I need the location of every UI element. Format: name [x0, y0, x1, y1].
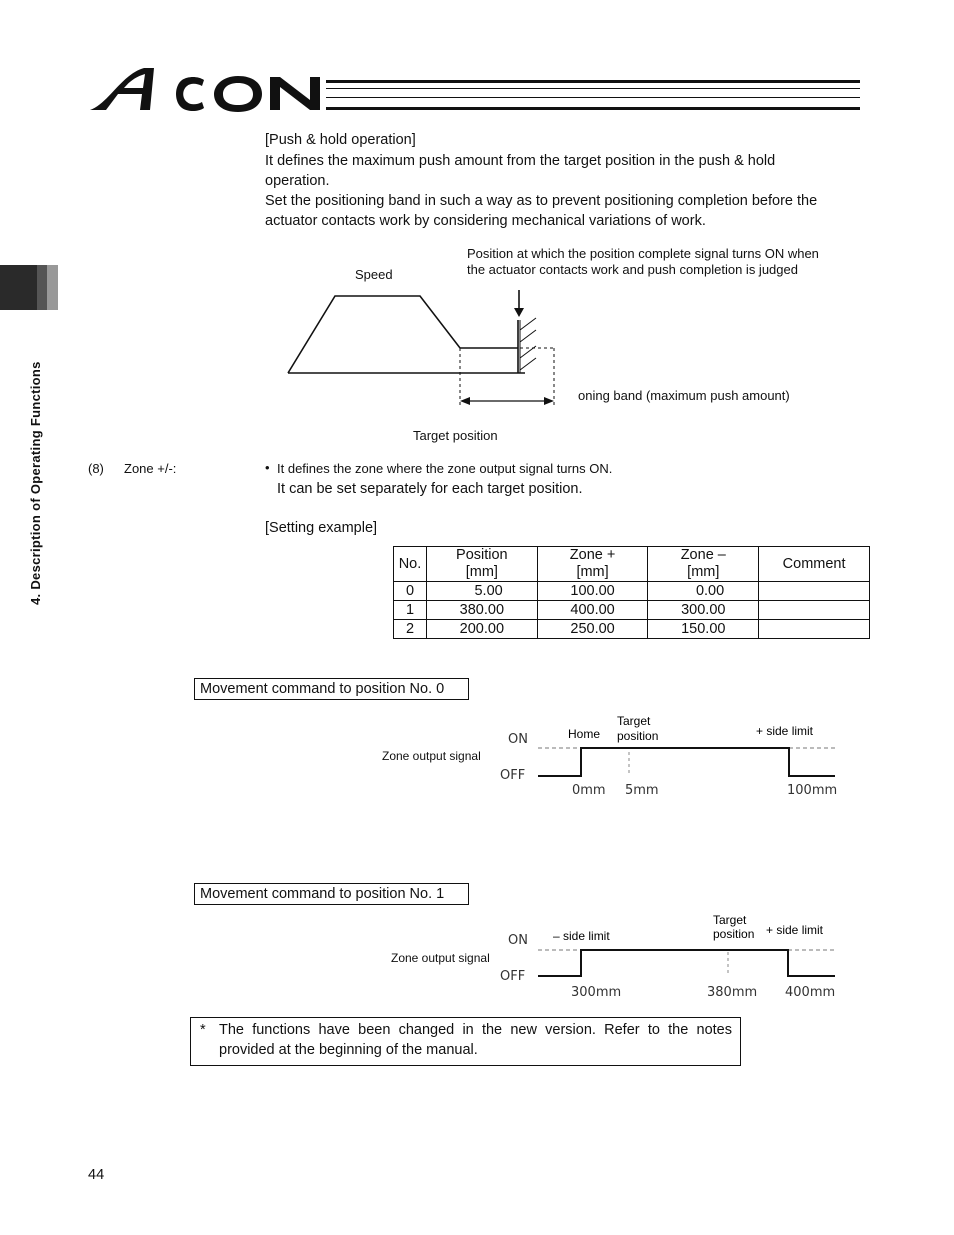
version-note-line1: The functions have been changed in the new version. Refer to the notes	[219, 1022, 732, 1038]
diagram-speed-label: Speed	[355, 267, 393, 282]
table-header-row	[394, 547, 870, 582]
diagram-band-label: oning band (maximum push amount)	[578, 388, 790, 403]
example0-target-label-1: Target	[617, 714, 651, 728]
example1-on-label: ON	[508, 933, 528, 948]
example1-title: Movement command to position No. 1	[194, 883, 469, 905]
side-tab-mid	[37, 265, 47, 310]
cell-zone-plus: 100.00	[537, 582, 648, 601]
side-tab-light	[47, 265, 58, 310]
example0-on-label: ON	[508, 732, 528, 747]
cell-position: 200.00	[426, 620, 537, 639]
table-header-position: Position [mm]	[426, 547, 537, 582]
version-note-line2: provided at the beginning of the manual.	[219, 1042, 478, 1058]
page-number: 44	[88, 1167, 105, 1183]
example1-tick-380mm: 380mm	[707, 985, 758, 1000]
cell-no: 2	[394, 620, 427, 639]
cell-no: 0	[394, 582, 427, 601]
cell-zone-minus: 0.00	[648, 582, 759, 601]
example0-plus-limit-label: + side limit	[756, 724, 814, 738]
version-note-mark: *	[200, 1022, 206, 1038]
example1-off-label: OFF	[500, 969, 526, 984]
zone-bullet: •	[265, 460, 270, 475]
table-row	[394, 601, 870, 620]
zone-item-name: Zone +/-:	[124, 461, 177, 476]
zone-setting-table	[393, 546, 870, 639]
example1-signal-label: Zone output signal	[391, 951, 490, 965]
cell-zone-plus: 250.00	[537, 620, 648, 639]
table-header-zone-minus: Zone – [mm]	[648, 547, 759, 582]
acon-logo	[88, 64, 324, 114]
example1-plus-limit-label: + side limit	[766, 923, 824, 937]
cell-comment	[759, 582, 870, 601]
push-hold-line2: operation.	[265, 173, 330, 189]
table-header-comment: Comment	[759, 547, 870, 582]
example1-tick-300mm: 300mm	[571, 985, 622, 1000]
example1-target-label-2: position	[713, 927, 755, 941]
push-hold-line3: Set the positioning band in such a way as to prevent positioning completion before the	[265, 193, 818, 209]
push-hold-line1: It defines the maximum push amount from the target position in the push & hold	[265, 153, 776, 169]
diagram-note-line1: Position at which the position complete signal turns ON when	[467, 246, 819, 261]
header-rules	[326, 80, 860, 110]
header-logo	[88, 64, 324, 114]
side-tab-dark	[0, 265, 37, 310]
table-header-no: No.	[394, 547, 427, 582]
table-header-zone-plus: Zone + [mm]	[537, 547, 648, 582]
setting-example-heading: [Setting example]	[265, 520, 378, 536]
example0-off-label: OFF	[500, 768, 526, 783]
zone-desc1: It defines the zone where the zone output signal turns ON.	[277, 461, 613, 476]
cell-comment	[759, 620, 870, 639]
example0-timing-chart	[495, 710, 840, 802]
push-speed-diagram	[280, 280, 580, 430]
cell-zone-minus: 150.00	[648, 620, 759, 639]
push-hold-heading: [Push & hold operation]	[265, 132, 416, 148]
zone-desc2: It can be set separately for each target position.	[277, 481, 583, 497]
example1-target-label-1: Target	[713, 913, 747, 927]
example1-minus-limit-label: – side limit	[553, 929, 610, 943]
example1-timing-chart	[495, 910, 840, 1002]
push-hold-line4: actuator contacts work by considering mechanical variations of work.	[265, 213, 706, 229]
zone-item-number: (8)	[88, 461, 104, 476]
cell-no: 1	[394, 601, 427, 620]
example0-tick-0mm: 0mm	[572, 783, 606, 798]
example0-signal-trace	[538, 748, 835, 776]
diagram-target-label: Target position	[413, 428, 498, 443]
example0-target-label-2: position	[617, 729, 659, 743]
example1-tick-400mm: 400mm	[785, 985, 836, 1000]
example0-title: Movement command to position No. 0	[194, 678, 469, 700]
cell-zone-minus: 300.00	[648, 601, 759, 620]
example1-signal-trace	[538, 950, 835, 976]
example0-home-label: Home	[568, 727, 601, 741]
cell-position: 380.00	[426, 601, 537, 620]
example0-signal-label: Zone output signal	[382, 749, 481, 763]
side-tab-label: 4. Description of Operating Functions	[28, 361, 43, 605]
version-note-box	[190, 1017, 741, 1066]
cell-zone-plus: 400.00	[537, 601, 648, 620]
cell-position: 5.00	[426, 582, 537, 601]
diagram-note-line2: the actuator contacts work and push completion is judged	[467, 262, 798, 277]
table-row	[394, 620, 870, 639]
cell-comment	[759, 601, 870, 620]
example0-tick-5mm: 5mm	[625, 783, 659, 798]
table-row	[394, 582, 870, 601]
example0-tick-100mm: 100mm	[787, 783, 838, 798]
